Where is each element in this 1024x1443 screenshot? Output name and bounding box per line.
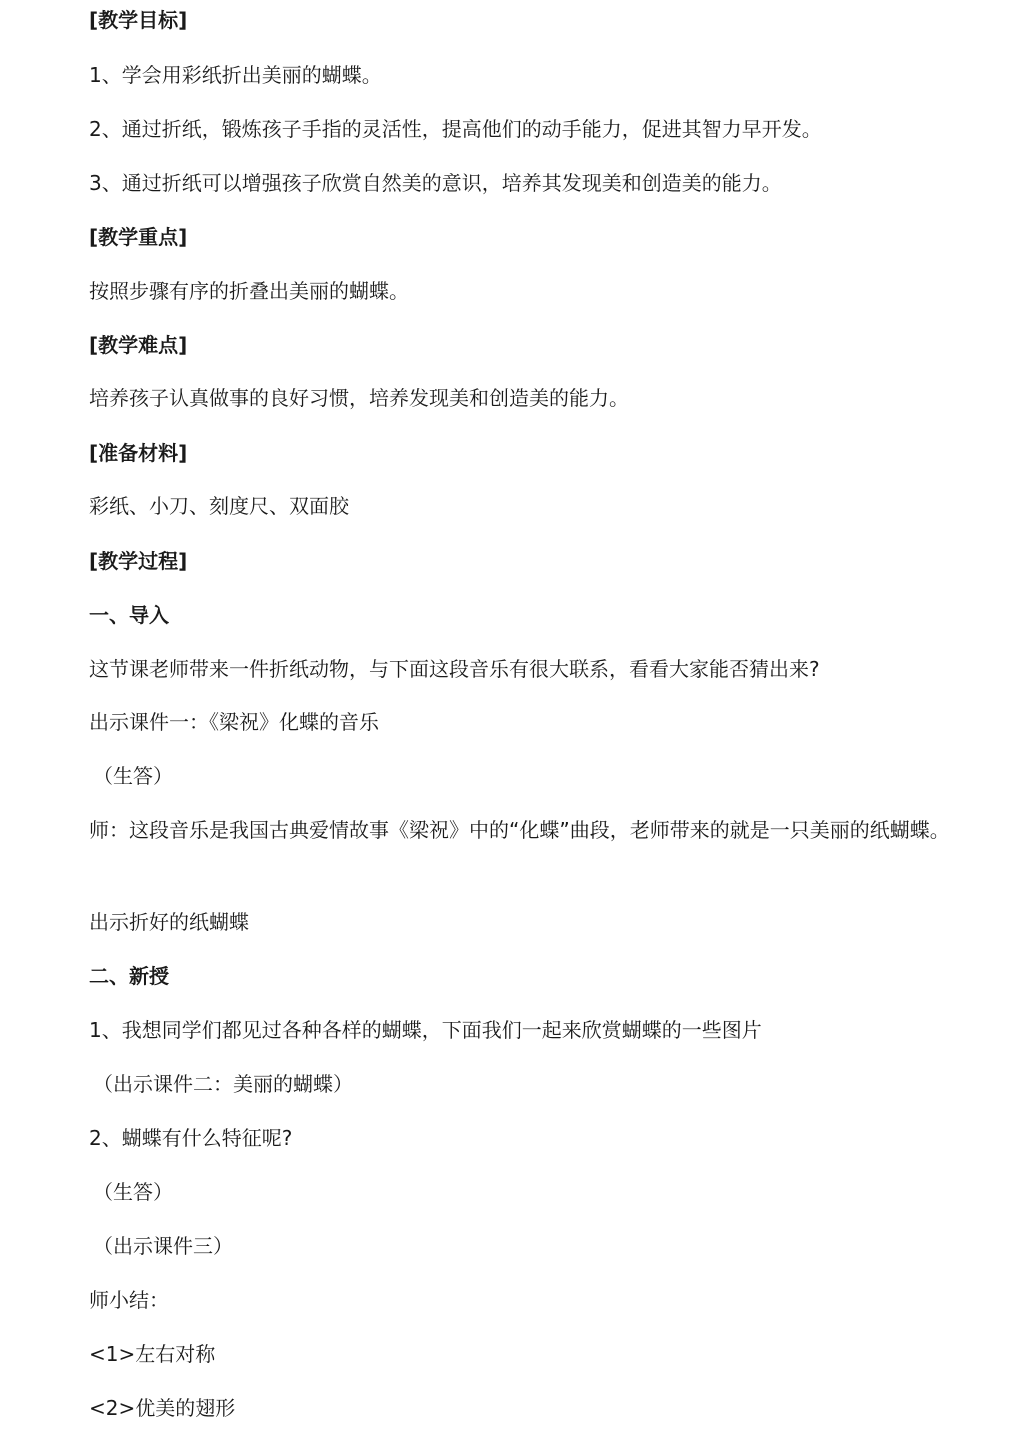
new-lesson-line-2: （出示课件二：美丽的蝴蝶）	[93, 1072, 353, 1096]
new-lesson-line-3: 2、蝴蝶有什么特征呢?	[89, 1126, 293, 1150]
new-lesson-line-4: （生答）	[93, 1180, 173, 1204]
new-lesson-line-7: <1>左右对称	[89, 1342, 216, 1366]
objective-item-1: 1、学会用彩纸折出美丽的蝴蝶。	[89, 63, 382, 87]
objectives-heading: [教学目标]	[89, 8, 188, 32]
key-points-text: 按照步骤有序的折叠出美丽的蝴蝶。	[89, 279, 409, 303]
difficulties-text: 培养孩子认真做事的良好习惯，培养发现美和创造美的能力。	[89, 386, 629, 410]
objective-item-2: 2、通过折纸，锻炼孩子手指的灵活性，提高他们的动手能力，促进其智力早开发。	[89, 117, 822, 141]
new-lesson-line-5: （出示课件三）	[93, 1234, 233, 1258]
new-lesson-line-8: <2>优美的翅形	[89, 1396, 236, 1420]
new-lesson-heading: 二、新授	[89, 964, 169, 988]
intro-line-2: 出示课件一：《梁祝》化蝶的音乐	[89, 710, 379, 734]
intro-line-1: 这节课老师带来一件折纸动物，与下面这段音乐有很大联系，看看大家能否猜出来?	[89, 657, 820, 681]
intro-line-3: （生答）	[93, 764, 173, 788]
objective-item-3: 3、通过折纸可以增强孩子欣赏自然美的意识，培养其发现美和创造美的能力。	[89, 171, 782, 195]
new-lesson-line-6: 师小结：	[89, 1288, 169, 1312]
process-heading: [教学过程]	[89, 549, 188, 573]
materials-heading: [准备材料]	[89, 441, 188, 465]
materials-text: 彩纸、小刀、刻度尺、双面胶	[89, 494, 349, 518]
intro-teacher-paragraph: 师：这段音乐是我国古典爱情故事《梁祝》中的“化蝶”曲段，老师带来的就是一只美丽的纸蝴蝶。	[89, 818, 950, 842]
intro-heading: 一、导入	[89, 603, 169, 627]
new-lesson-line-1: 1、我想同学们都见过各种各样的蝴蝶，下面我们一起来欣赏蝴蝶的一些图片	[89, 1018, 762, 1042]
difficulties-heading: [教学难点]	[89, 333, 188, 357]
key-points-heading: [教学重点]	[89, 225, 188, 249]
intro-line-5: 出示折好的纸蝴蝶	[89, 910, 249, 934]
